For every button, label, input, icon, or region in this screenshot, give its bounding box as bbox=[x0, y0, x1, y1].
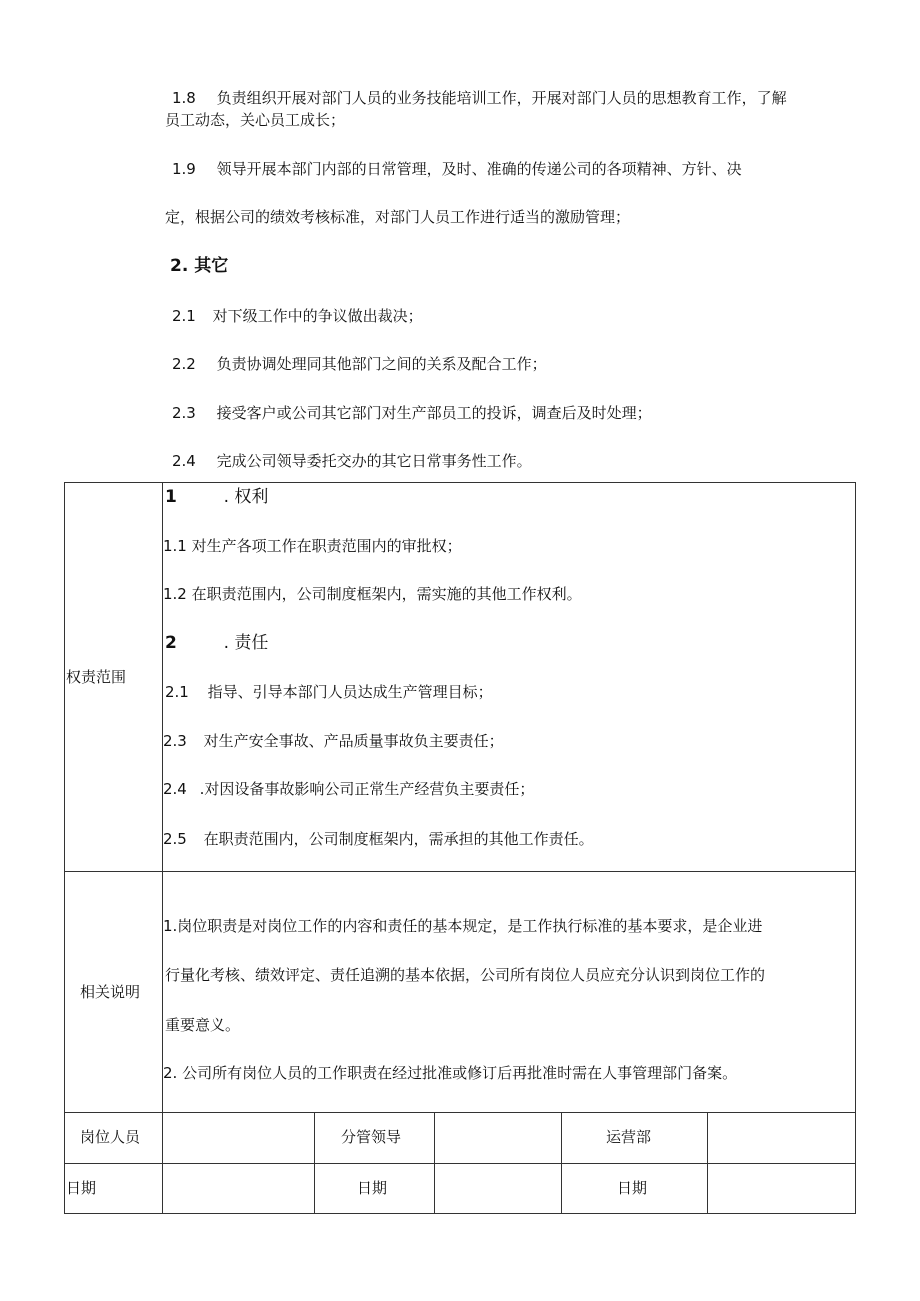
item-number: 1.2 bbox=[163, 585, 187, 603]
table-divider bbox=[707, 1112, 708, 1214]
table-divider bbox=[64, 1163, 856, 1164]
item-number: 2.3 bbox=[163, 732, 187, 750]
responsibility-item bbox=[165, 682, 493, 702]
notes-line: 1.岗位职责是对岗位工作的内容和责任的基本规定，是工作执行标准的基本要求，是企业进 bbox=[163, 917, 763, 935]
item-text: 领导开展本部门内部的日常管理，及时、准确的传递公司的各项精神、方针、决 bbox=[216, 160, 742, 178]
notes-line: 行量化考核、绩效评定、责任追溯的基本依据，公司所有岗位人员应充分认识到岗位工作的 bbox=[165, 966, 766, 984]
item-2-3 bbox=[172, 403, 652, 423]
sign-col2-value[interactable] bbox=[440, 1127, 555, 1147]
item-number: 1.1 bbox=[163, 537, 187, 555]
item-number: 2.4 bbox=[163, 780, 187, 798]
table-divider bbox=[434, 1112, 435, 1214]
rights-number: 1 bbox=[165, 487, 177, 507]
table-divider bbox=[314, 1112, 315, 1214]
item-text: 在职责范围内，公司制度框架内，需承担的其他工作责任。 bbox=[203, 830, 594, 848]
rights-item bbox=[163, 584, 582, 604]
date-col2-label: 日期 bbox=[357, 1179, 388, 1197]
item-text: 指导、引导本部门人员达成生产管理目标； bbox=[207, 683, 493, 701]
item-text: 对生产各项工作在职责范围内的审批权； bbox=[191, 537, 462, 555]
table-border-left bbox=[64, 482, 65, 1214]
item-1-8 bbox=[172, 88, 787, 108]
date-col1-label: 日期 bbox=[66, 1179, 97, 1197]
item-1-9 bbox=[172, 159, 742, 179]
responsibility-number: 2 bbox=[165, 633, 177, 653]
notes-line: 重要意义。 bbox=[165, 1016, 241, 1034]
notes-line: 2. 公司所有岗位人员的工作职责在经过批准或修订后再批准时需在人事管理部门备案。 bbox=[163, 1064, 738, 1082]
table-border-top bbox=[64, 482, 856, 483]
item-2-1 bbox=[172, 306, 423, 326]
date-col3-label: 日期 bbox=[617, 1179, 648, 1197]
item-2-4 bbox=[172, 451, 532, 471]
item-number: 2.4 bbox=[172, 452, 196, 470]
item-text: 在职责范围内，公司制度框架内，需实施的其他工作权利。 bbox=[191, 585, 582, 603]
item-2-2 bbox=[172, 354, 547, 374]
sign-col1-value[interactable] bbox=[168, 1127, 308, 1147]
item-number: 2.1 bbox=[165, 683, 189, 701]
sign-col3-label: 运营部 bbox=[606, 1128, 652, 1146]
rights-title: . 权利 bbox=[223, 487, 269, 507]
sign-col1-label: 岗位人员 bbox=[80, 1128, 141, 1146]
notes-label: 相关说明 bbox=[80, 983, 141, 1001]
table-border-right bbox=[855, 482, 856, 1214]
table-border-bottom bbox=[64, 1213, 856, 1214]
item-text: 完成公司领导委托交办的其它日常事务性工作。 bbox=[216, 452, 532, 470]
section-2-title: 2. 其它 bbox=[170, 256, 229, 276]
authority-label: 权责范围 bbox=[66, 668, 127, 686]
sign-col2-label: 分管领导 bbox=[341, 1128, 402, 1146]
item-text: 接受客户或公司其它部门对生产部员工的投诉，调查后及时处理； bbox=[216, 404, 652, 422]
table-divider bbox=[64, 871, 856, 872]
item-text: 对下级工作中的争议做出裁决； bbox=[212, 307, 423, 325]
item-text: .对因设备事故影响公司正常生产经营负主要责任； bbox=[199, 780, 535, 798]
responsibility-item bbox=[163, 779, 534, 799]
item-number: 1.8 bbox=[172, 89, 196, 107]
table-divider bbox=[64, 1112, 856, 1113]
item-number: 1.9 bbox=[172, 160, 196, 178]
table-divider bbox=[561, 1112, 562, 1214]
responsibility-item bbox=[163, 731, 504, 751]
responsibility-item bbox=[163, 829, 594, 849]
item-number: 2.2 bbox=[172, 355, 196, 373]
item-1-9-continued: 定，根据公司的绩效考核标准，对部门人员工作进行适当的激励管理； bbox=[165, 208, 631, 226]
sign-col3-value[interactable] bbox=[713, 1127, 848, 1147]
item-text: 负责协调处理同其他部门之间的关系及配合工作； bbox=[216, 355, 547, 373]
responsibility-heading bbox=[165, 633, 268, 653]
item-text: 负责组织开展对部门人员的业务技能培训工作，开展对部门人员的思想教育工作，了解 bbox=[216, 89, 787, 107]
date-col2-value[interactable] bbox=[440, 1178, 555, 1198]
date-col3-value[interactable] bbox=[713, 1178, 848, 1198]
rights-item bbox=[163, 536, 462, 556]
item-1-8-continued: 员工动态，关心员工成长； bbox=[165, 111, 346, 129]
item-number: 2.3 bbox=[172, 404, 196, 422]
item-text: 对生产安全事故、产品质量事故负主要责任； bbox=[203, 732, 504, 750]
responsibility-title: . 责任 bbox=[223, 633, 269, 653]
item-number: 2.1 bbox=[172, 307, 196, 325]
rights-heading bbox=[165, 487, 268, 507]
item-number: 2.5 bbox=[163, 830, 187, 848]
date-col1-value[interactable] bbox=[168, 1178, 308, 1198]
